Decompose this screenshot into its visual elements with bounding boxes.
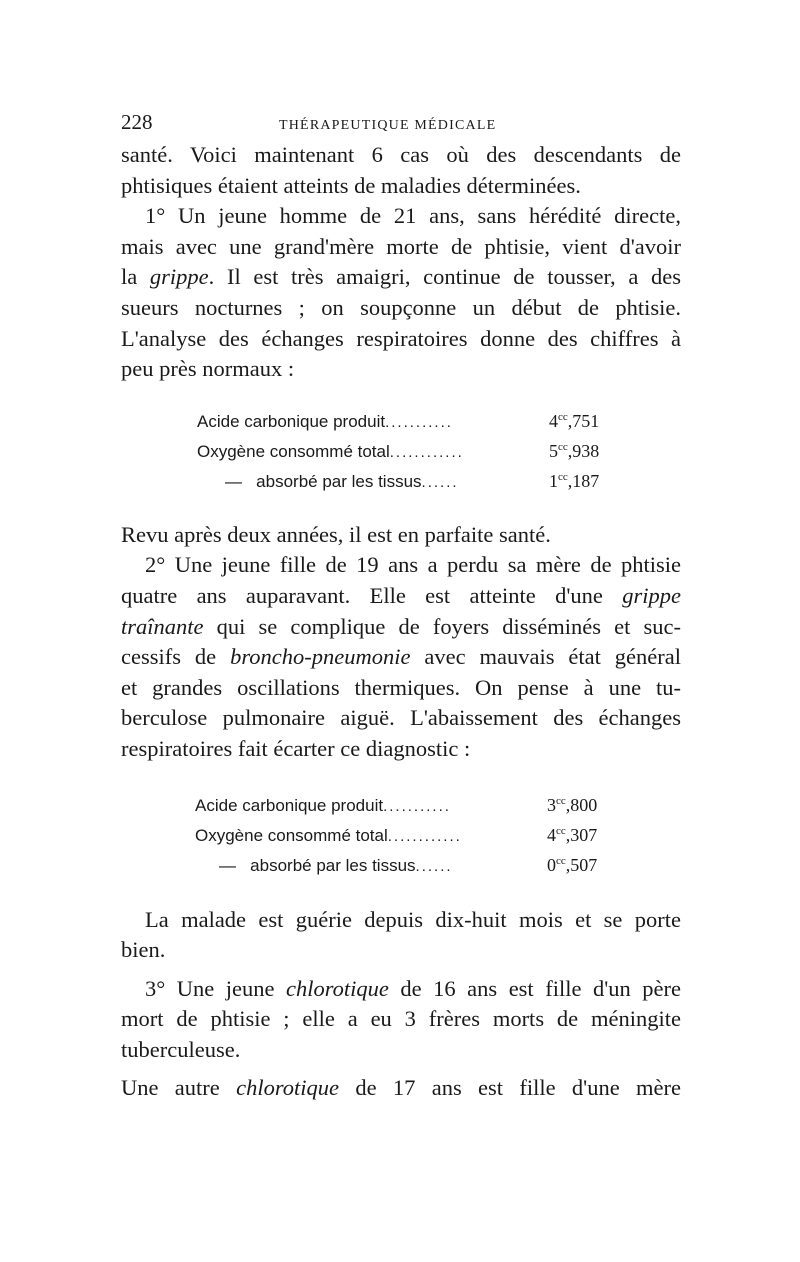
paragraph-followup-1 <box>121 520 681 551</box>
text-fragment: la <box>121 264 150 290</box>
text-line: sueurs nocturnes ; on soupçonne un début de phtisie. <box>121 294 681 320</box>
leader-dots: ...... <box>421 473 459 491</box>
paragraph-case-3 <box>121 974 681 1066</box>
row-label: Acide carbonique produit <box>195 795 384 815</box>
text-line <box>121 262 681 293</box>
text-fragment: qui se complique de foyers disséminés et suc- <box>203 613 681 639</box>
text-line: 1° Un jeune homme de 21 ans, sans hérédité directe, <box>145 203 681 229</box>
paragraph-case-1 <box>121 201 681 385</box>
table-row <box>197 435 615 465</box>
text-line: bien. <box>121 937 166 963</box>
leader-dots: ........... <box>385 413 453 431</box>
row-label: Acide carbonique produit <box>197 411 386 431</box>
running-head: THÉRAPEUTIQUE MÉDICALE <box>279 118 497 133</box>
row-value: $1^{cc},187$ <box>549 470 600 491</box>
text-fragment: avec mauvais état général <box>410 644 681 670</box>
row-value: $0^{cc},507$ <box>547 854 598 875</box>
respiratory-table-1 <box>197 405 615 495</box>
table-row <box>195 849 613 879</box>
paragraph-followup-2 <box>121 905 681 966</box>
text-line <box>121 642 681 673</box>
page-header <box>121 110 681 140</box>
text-fragment: Une autre <box>121 1075 237 1101</box>
respiratory-table-2 <box>195 789 613 879</box>
table-row <box>197 405 615 435</box>
text-line <box>121 1073 681 1104</box>
row-label: — absorbé par les tissus <box>225 471 422 491</box>
text-fragment: quatre ans auparavant. Elle est atteinte d'une <box>121 582 623 608</box>
row-label: Oxygène consommé total <box>195 825 388 845</box>
text-line: phtisiques étaient atteints de maladies déterminées. <box>121 172 581 198</box>
text-line: berculose pulmonaire aiguë. L'abaissement des échanges <box>121 705 681 731</box>
text-line: L'analyse des échanges respiratoires donne des chiffres à <box>121 325 681 351</box>
text-fragment: . Il est très amaigri, continue de tousser, a des <box>208 264 681 290</box>
table-row <box>195 789 613 819</box>
row-value: $4^{cc},751$ <box>549 410 600 431</box>
paragraph-intro <box>121 140 681 201</box>
leader-dots: ............ <box>389 443 464 461</box>
text-fragment: cessifs de <box>121 644 231 670</box>
table-row <box>197 465 615 495</box>
row-value: $5^{cc},938$ <box>549 440 600 461</box>
text-fragment: de 17 ans est fille d'une mère <box>339 1075 682 1101</box>
book-page <box>121 110 681 1104</box>
text-fragment: de 16 ans est fille d'un père <box>388 975 681 1001</box>
italic-term: chlorotique <box>236 1075 340 1101</box>
leader-dots: ...... <box>415 857 453 875</box>
text-line <box>121 612 681 643</box>
text-line: mais avec une grand'mère morte de phtisie, vient d'avoir <box>121 233 681 259</box>
row-value: $3^{cc},800$ <box>547 794 598 815</box>
row-value: $4^{cc},307$ <box>547 824 598 845</box>
paragraph-case-2 <box>121 550 681 764</box>
text-line: 2° Une jeune fille de 19 ans a perdu sa mère de phtisie <box>145 552 681 578</box>
row-label: — absorbé par les tissus <box>219 855 416 875</box>
row-label: Oxygène consommé total <box>197 441 390 461</box>
italic-term: broncho-pneumonie <box>230 644 411 670</box>
text-line: Revu après deux années, il est en parfaite santé. <box>121 521 551 547</box>
text-line <box>121 581 681 612</box>
italic-term: grippe <box>622 582 681 608</box>
leader-dots: ........... <box>383 797 451 815</box>
italic-term: traînante <box>121 613 204 639</box>
text-line: et grandes oscillations thermiques. On pense à une tu- <box>121 674 681 700</box>
italic-term: grippe <box>149 264 209 290</box>
text-line: La malade est guérie depuis dix-huit mois et se porte <box>145 906 681 932</box>
text-line: peu près normaux : <box>121 356 295 382</box>
table-row <box>195 819 613 849</box>
text-line <box>121 974 681 1005</box>
text-line: mort de phtisie ; elle a eu 3 frères morts de méningite <box>121 1006 681 1032</box>
text-line: respiratoires fait écarter ce diagnostic : <box>121 735 471 761</box>
leader-dots: ............ <box>387 827 462 845</box>
text-line: santé. Voici maintenant 6 cas où des descendants de <box>121 142 681 167</box>
paragraph-case-4 <box>121 1073 681 1104</box>
italic-term: chlorotique <box>286 975 389 1001</box>
page-number: 228 <box>121 110 153 134</box>
text-line: tuberculeuse. <box>121 1036 241 1062</box>
text-fragment: 3° Une jeune <box>145 975 286 1001</box>
